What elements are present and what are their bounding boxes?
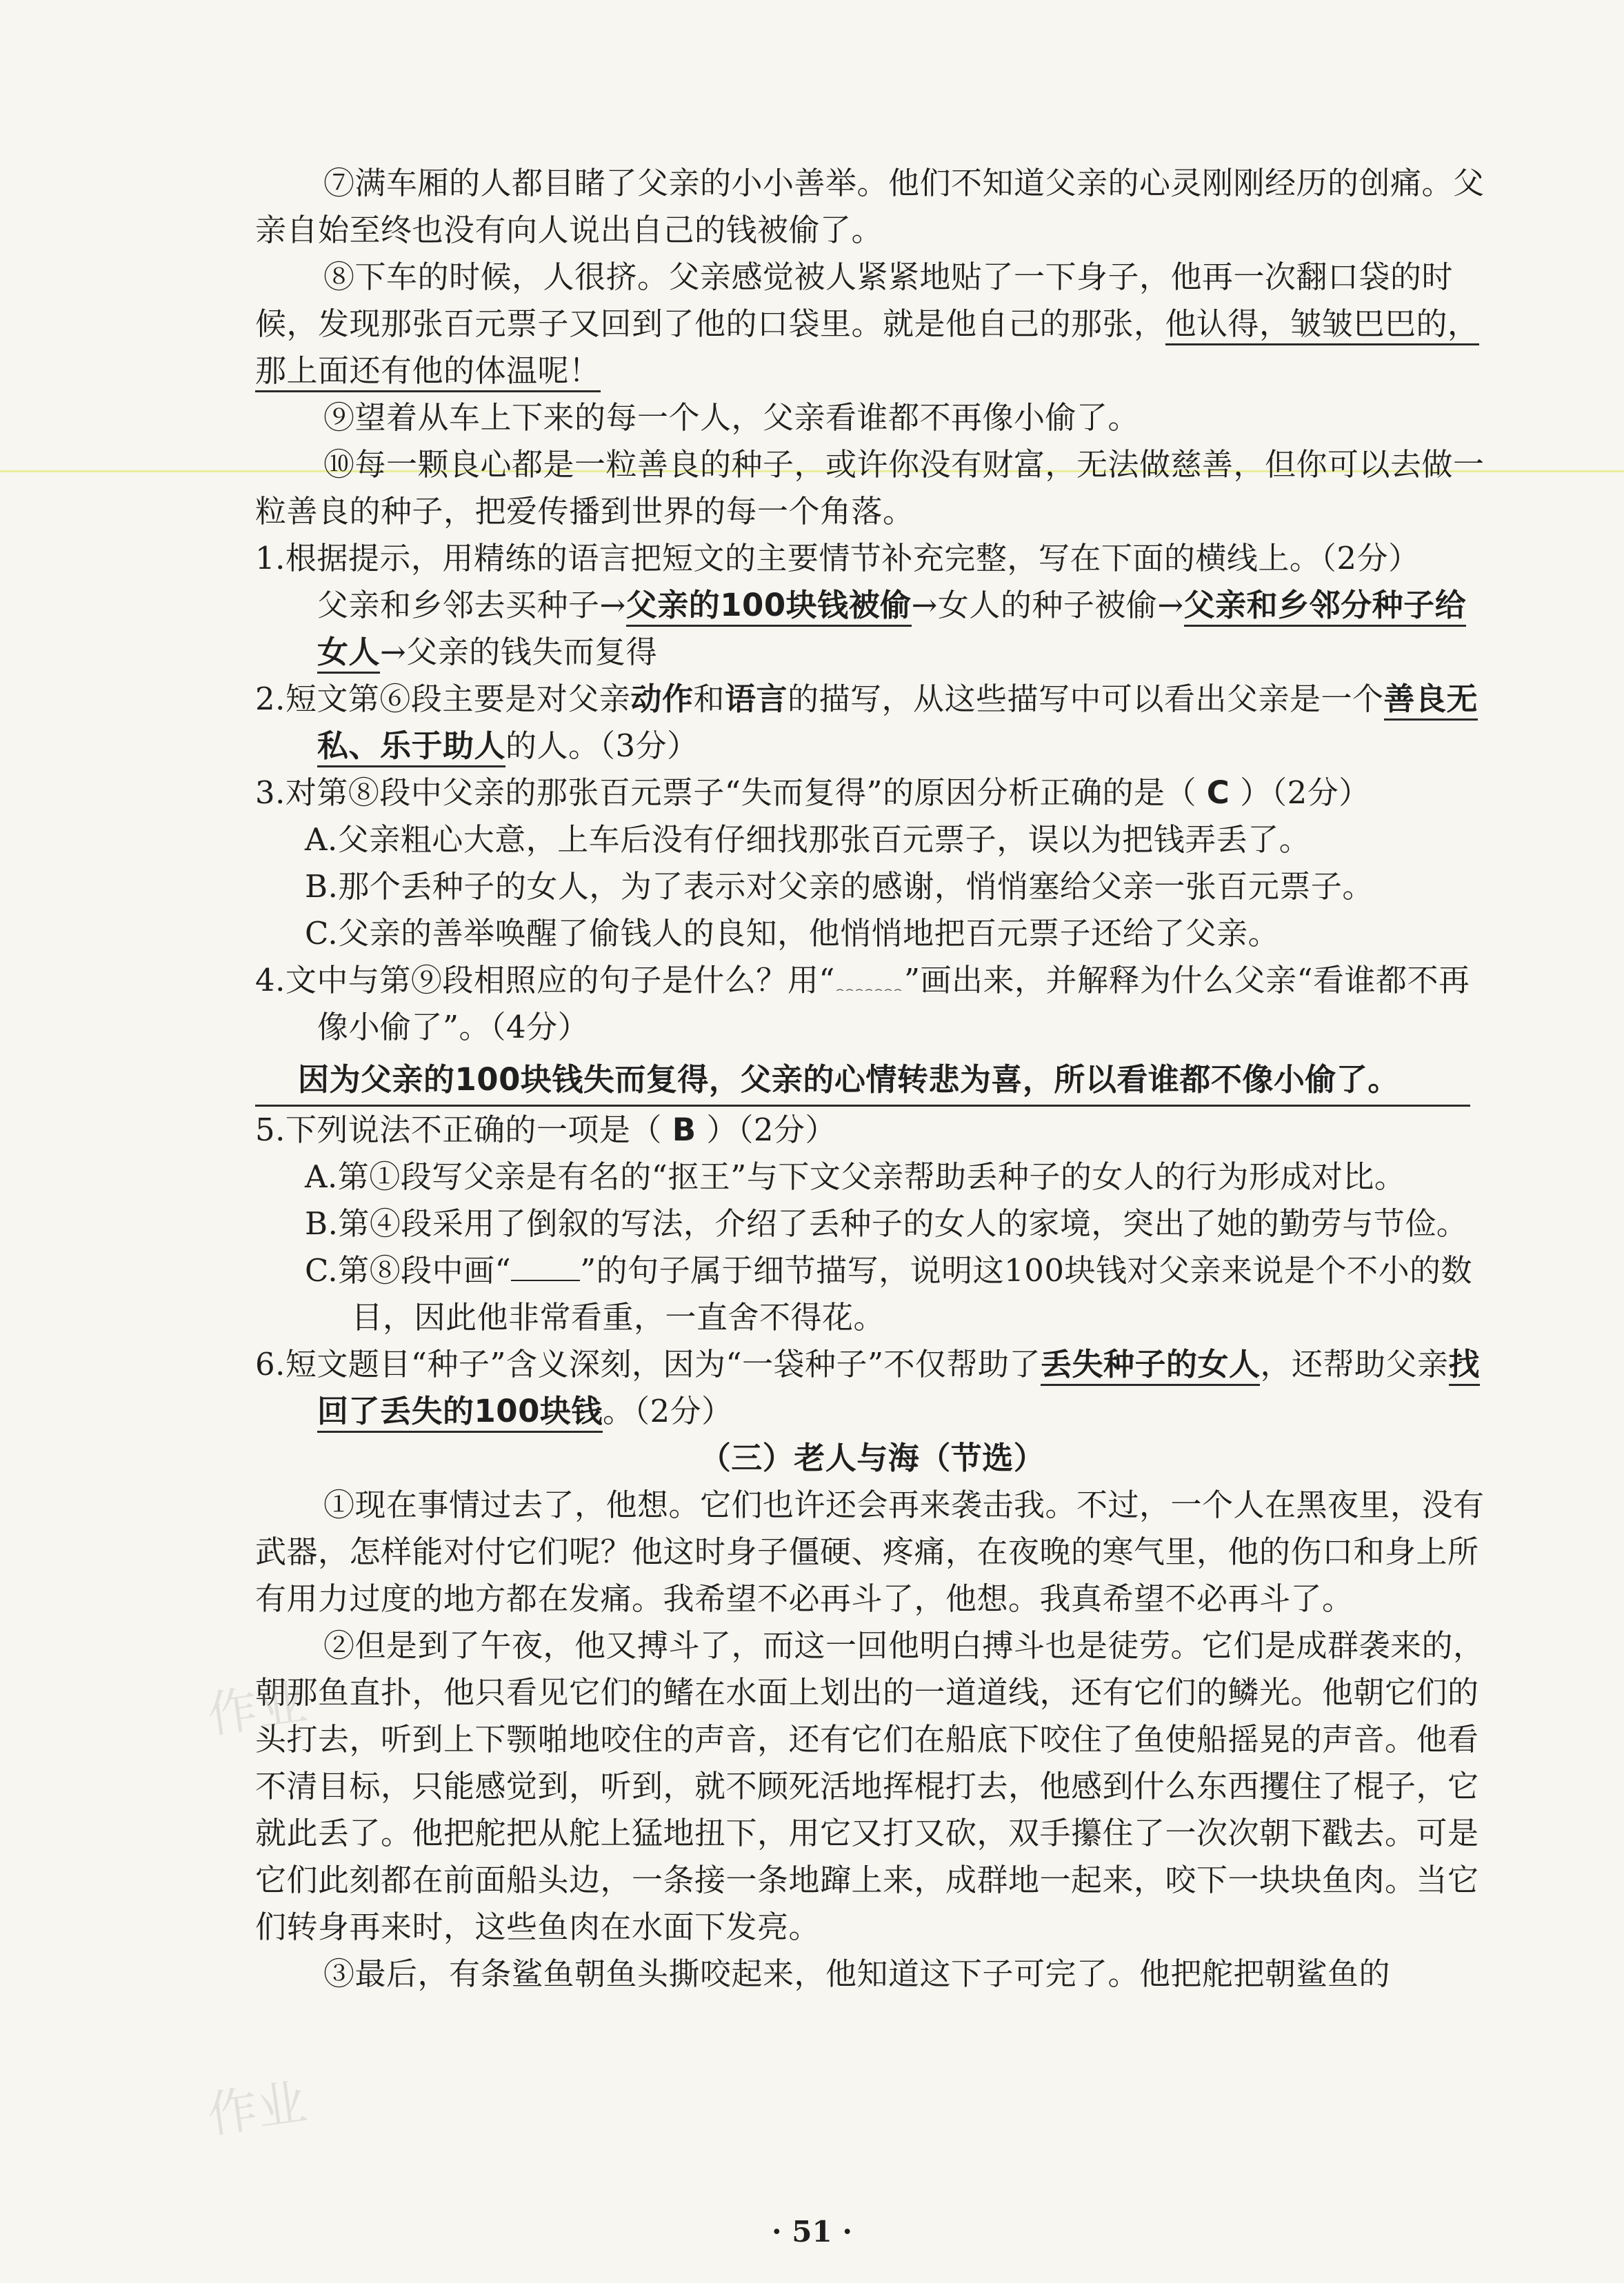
paragraph-9: ⑨望着从车上下来的每一个人，父亲看谁都不再像小偷了。 [323,399,1140,436]
section-paragraph-3: ③最后，有条鲨鱼朝鱼头撕咬起来，他知道这下子可完了。他把舵把朝鲨鱼的 [323,1955,1391,1992]
wavy-line-mark [835,967,904,991]
section-paragraph-2: ②但是到了午夜，他又搏斗了，而这一回他明白搏斗也是徒劳。它们是成群袭来的，朝那鱼直扑，他只看见它们的鳍在水面上划出的一道道线，还有它们的鳞光。他朝它们的头打去，听到上下颚啪地咬住的声音，还有它们在船底下咬住了鱼使船摇晃的声音。他看不清目标，只能感觉到，听到，就不顾死活地挥棍打去，他感到什么东西攫住了棍子，它就此丢了。他把舵把从舵上猛地扭下，用它又打又砍，双手攥住了一次次朝下戳去。可是它们此刻都在前面船头边，一条接一条地蹿上来，成群地一起来，咬下一块块鱼肉。当它们转身再来时，这些鱼肉在水面下发亮。 [255,1627,1485,1945]
watermark-stamp: 作业 [203,2073,310,2144]
question-4-answer: 因为父亲的100块钱失而复得，父亲的心情转悲为喜，所以看谁都不像小偷了。 [255,1056,1470,1107]
option-c: C.父亲的善举唤醒了偷钱人的良知，他悄悄地把百元票子还给了父亲。 [305,915,1280,952]
answer-blank: 善良无私、乐于助人 [317,681,1478,767]
section-title: （三）老人与海（节选） [699,1440,1045,1476]
paragraph-8: ⑧下车的时候，人很挤。父亲感觉被人紧紧地贴了一下身子，他再一次翻口袋的时候，发现那张百元票子又回到了他的口袋里。就是他自己的那张，他认得，皱皱巴巴的，那上面还有他的体温呢！ [255,254,1490,394]
answer-choice: C [1206,774,1230,811]
option-a: A.第①段写父亲是有名的“抠王”与下文父亲帮助丢种子的女人的行为形成对比。 [305,1158,1406,1195]
straight-line-mark [511,1256,580,1281]
question-4: 4.文中与第⑨段相照应的句子是什么？用“ ”画出来，并解释为什么父亲“看谁都不再像小偷了”。（4分） [255,962,1470,1045]
question-1-answer: 父亲和乡邻去买种子→父亲的100块钱被偷→女人的种子被偷→父亲和乡邻分种子给女人→父亲的钱失而复得 [255,582,1490,676]
answer-choice: B [672,1112,696,1148]
option-b: B.那个丢种子的女人，为了表示对父亲的感谢，悄悄塞给父亲一张百元票子。 [305,868,1374,905]
answer-text: 动作 [630,681,694,717]
answer-blank: 父亲和乡邻分种子给女人 [317,587,1466,674]
option-a: A.父亲粗心大意，上车后没有仔细找那张百元票子，误以为把钱弄丢了。 [305,821,1311,858]
question-6: 6.短文题目“种子”含义深刻，因为“一袋种子”不仅帮助了丢失种子的女人，还帮助父亲找回了丢失的100块钱。（2分） [255,1341,1490,1435]
watermark-stamp: 作业 [203,1673,310,1744]
answer-blank: 丢失种子的女人 [1041,1346,1261,1386]
underlined-sentence: 他认得，皱皱巴巴的，那上面还有他的体温呢！ [255,305,1479,392]
page-content [255,160,1490,1998]
section-paragraph-1: ①现在事情过去了，他想。它们也许还会再来袭击我。不过，一个人在黑夜里，没有武器，怎样能对付它们呢？他这时身子僵硬、疼痛，在夜晚的寒气里，他的伤口和身上所有用力过度的地方都在发痛。我希望不必再斗了，他想。我真希望不必再斗了。 [255,1487,1485,1617]
question-2: 2.短文第⑥段主要是对父亲动作和语言的描写，从这些描写中可以看出父亲是一个善良无私、乐于助人的人。（3分） [255,676,1490,770]
page-number: · 51 · [772,2215,852,2249]
paragraph-10: ⑩每一颗良心都是一粒善良的种子，或许你没有财富，无法做慈善，但你可以去做一粒善良的种子，把爱传播到世界的每一个角落。 [255,446,1485,530]
answer-text: 语言 [724,681,788,717]
question-1: 1.根据提示，用精练的语言把短文的主要情节补充完整，写在下面的横线上。（2分） [255,540,1420,576]
question-3: 3.对第⑧段中父亲的那张百元票子“失而复得”的原因分析正确的是（ C ）（2分） [255,774,1370,811]
answer-blank: 找回了丢失的100块钱 [317,1346,1480,1433]
paragraph-7: ⑦满车厢的人都目睹了父亲的小小善举。他们不知道父亲的心灵刚刚经历的创痛。父亲自始至终也没有向人说出自己的钱被偷了。 [255,165,1485,248]
option-b: B.第④段采用了倒叙的写法，介绍了丢种子的女人的家境，突出了她的勤劳与节俭。 [305,1205,1468,1242]
answer-blank: 父亲的100块钱被偷 [626,587,912,627]
option-c: C.第⑧段中画“ ”的句子属于细节描写，说明这100块钱对父亲来说是个不小的数目，因此他非常看重，一直舍不得花。 [305,1252,1473,1336]
question-5: 5.下列说法不正确的一项是（ B ）（2分） [255,1112,837,1148]
